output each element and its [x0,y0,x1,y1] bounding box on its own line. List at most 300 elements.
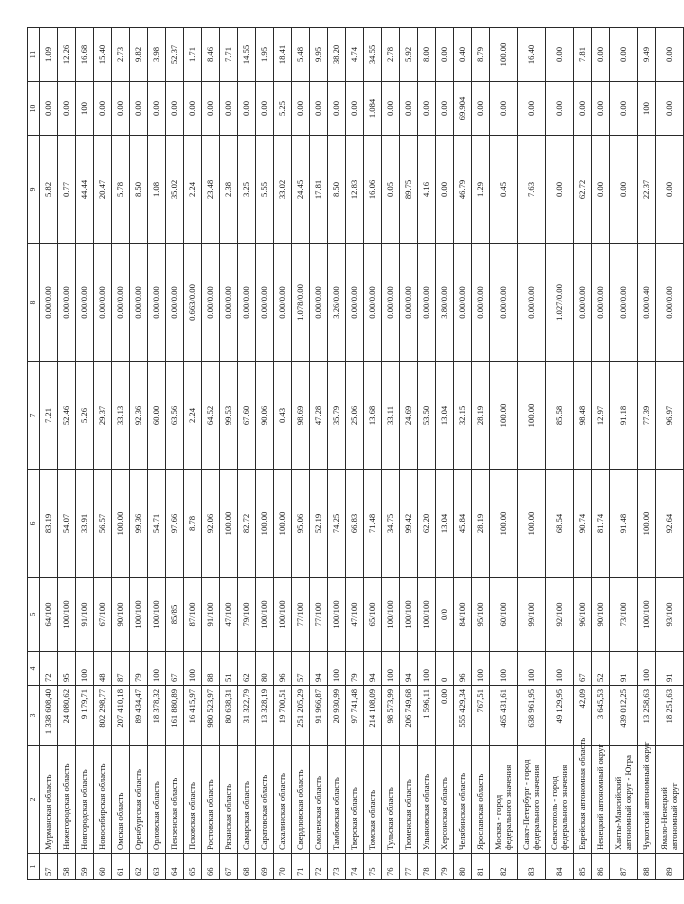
cell-col-7: 90.06 [256,362,274,470]
row-number: 80 [454,854,472,880]
cell-col-4: 100 [184,652,202,686]
cell-col-3: 251 205,29 [292,686,310,746]
table-row [148,28,166,880]
column-header: 11 [28,28,40,82]
cell-col-11: 3.98 [148,28,166,82]
region-name: Новгородская область [76,746,94,854]
cell-col-10: 0.00 [656,82,684,136]
cell-col-3: 214 108,09 [364,686,382,746]
cell-col-7: 28.19 [472,362,490,470]
cell-col-7: 85.58 [546,362,574,470]
cell-col-11: 34.55 [364,28,382,82]
cell-col-11: 5.92 [400,28,418,82]
row-number: 79 [436,854,454,880]
region-name: Омская область [112,746,130,854]
cell-col-6: 81.74 [592,470,610,578]
region-name: Смоленская область [310,746,328,854]
row-number: 59 [76,854,94,880]
cell-col-4: 100 [490,652,518,686]
cell-col-9: 22.37 [638,136,656,244]
cell-col-5: 91/100 [76,578,94,652]
cell-col-9: 2.24 [184,136,202,244]
cell-col-8: 0.00/0.00 [454,244,472,362]
cell-col-5: 96/100 [574,578,592,652]
cell-col-8: 0.00/0.40 [638,244,656,362]
cell-col-6: 83.19 [40,470,58,578]
region-name: Севастополь - город федерального значения [546,746,574,854]
data-table [27,27,684,880]
cell-col-10: 0.00 [202,82,220,136]
cell-col-8: 0.00/0.00 [382,244,400,362]
region-name: Орловская область [148,746,166,854]
table-row [220,28,238,880]
cell-col-6: 68.54 [546,470,574,578]
cell-col-8: 0.00/0.00 [346,244,364,362]
region-name: Ненецкий автономный округ [592,746,610,854]
cell-col-8: 3.80/0.00 [436,244,454,362]
region-name: Ульяновская область [418,746,436,854]
cell-col-5: 100/100 [400,578,418,652]
column-header: 9 [28,136,40,244]
rotated-table-frame [27,28,679,880]
cell-col-8: 0.00/0.00 [58,244,76,362]
cell-col-8: 0.00/0.00 [574,244,592,362]
region-name: Свердловская область [292,746,310,854]
cell-col-5: 100/100 [382,578,400,652]
cell-col-9: 5.55 [256,136,274,244]
row-number: 65 [184,854,202,880]
column-header: 5 [28,578,40,652]
cell-col-10: 0.00 [112,82,130,136]
cell-col-3: 206 749,68 [400,686,418,746]
table-row [436,28,454,880]
row-number: 81 [472,854,490,880]
cell-col-7: 98.69 [292,362,310,470]
cell-col-8: 0.663/0.00 [184,244,202,362]
cell-col-3: 18 378,32 [148,686,166,746]
cell-col-10: 0.00 [238,82,256,136]
table-row [76,28,94,880]
cell-col-11: 0.40 [454,28,472,82]
cell-col-10: 0.00 [490,82,518,136]
cell-col-5: 100/100 [130,578,148,652]
cell-col-11: 14.55 [238,28,256,82]
cell-col-9: 7.63 [518,136,546,244]
cell-col-10: 0.00 [58,82,76,136]
column-number-row [28,28,40,880]
cell-col-7: 91.18 [610,362,638,470]
column-header: 7 [28,362,40,470]
cell-col-10: 0.00 [592,82,610,136]
table-row [346,28,364,880]
cell-col-8: 0.00/0.00 [238,244,256,362]
cell-col-6: 66.83 [346,470,364,578]
cell-col-11: 0.00 [656,28,684,82]
cell-col-7: 2.24 [184,362,202,470]
cell-col-11: 9.82 [130,28,148,82]
cell-col-5: 100/100 [418,578,436,652]
row-number: 68 [238,854,256,880]
cell-col-4: 100 [76,652,94,686]
table-body [40,28,684,880]
region-name: Рязанская область [220,746,238,854]
row-number: 70 [274,854,292,880]
region-name: Самарская область [238,746,256,854]
row-number: 63 [148,854,166,880]
table-row [238,28,256,880]
row-number: 87 [610,854,638,880]
cell-col-5: 0/0 [436,578,454,652]
cell-col-5: 100/100 [58,578,76,652]
cell-col-4: 87 [112,652,130,686]
cell-col-9: 0.00 [656,136,684,244]
cell-col-8: 0.00/0.00 [130,244,148,362]
cell-col-11: 8.00 [418,28,436,82]
row-number: 85 [574,854,592,880]
cell-col-4: 80 [256,652,274,686]
table-row [472,28,490,880]
cell-col-8: 0.00/0.00 [220,244,238,362]
region-name: Мурманская область [40,746,58,854]
cell-col-8: 0.00/0.00 [400,244,418,362]
cell-col-11: 8.79 [472,28,490,82]
region-name: Санкт-Петербург - город федерального значения [518,746,546,854]
region-name: Челябинская область [454,746,472,854]
cell-col-7: 67.60 [238,362,256,470]
cell-col-5: 100/100 [256,578,274,652]
cell-col-4: 100 [472,652,490,686]
cell-col-6: 54.07 [58,470,76,578]
cell-col-4: 96 [454,652,472,686]
row-number: 57 [40,854,58,880]
cell-col-6: 92.06 [202,470,220,578]
cell-col-10: 0.00 [292,82,310,136]
cell-col-9: 16.06 [364,136,382,244]
cell-col-9: 3.25 [238,136,256,244]
cell-col-8: 0.00/0.00 [274,244,292,362]
column-header: 10 [28,82,40,136]
cell-col-11: 0.00 [610,28,638,82]
row-number: 88 [638,854,656,880]
cell-col-5: 84/100 [454,578,472,652]
table-row [184,28,202,880]
cell-col-5: 60/100 [490,578,518,652]
cell-col-5: 90/100 [592,578,610,652]
cell-col-7: 12.97 [592,362,610,470]
cell-col-10: 0.00 [546,82,574,136]
cell-col-10: 0.00 [418,82,436,136]
cell-col-6: 34.75 [382,470,400,578]
cell-col-10: 100 [76,82,94,136]
cell-col-7: 13.04 [436,362,454,470]
cell-col-3: 98 573,99 [382,686,400,746]
region-name: Ханты-Мансийский автономный округ - Югра [610,746,638,854]
table-row [166,28,184,880]
cell-col-11: 52.37 [166,28,184,82]
cell-col-10: 0.00 [166,82,184,136]
table-row [400,28,418,880]
cell-col-9: 46.79 [454,136,472,244]
cell-col-5: 77/100 [292,578,310,652]
column-header: 3 [28,686,40,746]
table-row [518,28,546,880]
region-name: Ростовская область [202,746,220,854]
cell-col-4: 100 [518,652,546,686]
cell-col-9: 8.50 [328,136,346,244]
region-name: Псковская область [184,746,202,854]
column-header: 8 [28,244,40,362]
cell-col-5: 87/100 [184,578,202,652]
cell-col-7: 60.00 [148,362,166,470]
cell-col-5: 99/100 [518,578,546,652]
cell-col-5: 93/100 [656,578,684,652]
cell-col-6: 100.00 [112,470,130,578]
cell-col-7: 32.15 [454,362,472,470]
cell-col-3: 980 523,97 [202,686,220,746]
cell-col-7: 63.56 [166,362,184,470]
cell-col-5: 67/100 [94,578,112,652]
row-number: 60 [94,854,112,880]
cell-col-10: 0.00 [148,82,166,136]
column-header: 6 [28,470,40,578]
cell-col-3: 802 298,77 [94,686,112,746]
row-number: 71 [292,854,310,880]
cell-col-3: 91 966,87 [310,686,328,746]
row-number: 76 [382,854,400,880]
row-number: 69 [256,854,274,880]
cell-col-9: 2.38 [220,136,238,244]
cell-col-3: 49 129,95 [546,686,574,746]
cell-col-9: 23.48 [202,136,220,244]
cell-col-7: 96.97 [656,362,684,470]
cell-col-8: 0.00/0.00 [364,244,382,362]
table-row [656,28,684,880]
cell-col-6: 99.42 [400,470,418,578]
cell-col-4: 79 [130,652,148,686]
region-name: Сахалинская область [274,746,292,854]
region-name: Тюменская область [400,746,418,854]
cell-col-6: 99.36 [130,470,148,578]
cell-col-11: 100.00 [490,28,518,82]
cell-col-5: 95/100 [472,578,490,652]
cell-col-6: 56.57 [94,470,112,578]
cell-col-3: 555 429,34 [454,686,472,746]
cell-col-9: 0.45 [490,136,518,244]
cell-col-4: 88 [202,652,220,686]
row-number: 83 [518,854,546,880]
row-number: 66 [202,854,220,880]
cell-col-3: 0.00 [436,686,454,746]
table-row [418,28,436,880]
cell-col-9: 0.00 [592,136,610,244]
cell-col-11: 4.74 [346,28,364,82]
cell-col-4: 100 [418,652,436,686]
cell-col-3: 80 638,31 [220,686,238,746]
cell-col-3: 16 415,97 [184,686,202,746]
cell-col-3: 1 338 608,40 [40,686,58,746]
cell-col-9: 8.50 [130,136,148,244]
cell-col-4: 100 [328,652,346,686]
cell-col-8: 1.027/0.00 [546,244,574,362]
cell-col-7: 99.53 [220,362,238,470]
cell-col-11: 16.68 [76,28,94,82]
cell-col-10: 0.00 [40,82,58,136]
table-row [202,28,220,880]
cell-col-3: 97 741,48 [346,686,364,746]
cell-col-10: 0.00 [328,82,346,136]
cell-col-10: 100 [638,82,656,136]
cell-col-6: 100.00 [638,470,656,578]
row-number: 75 [364,854,382,880]
region-name: Новосибирская область [94,746,112,854]
cell-col-3: 767,51 [472,686,490,746]
cell-col-8: 0.00/0.00 [40,244,58,362]
cell-col-4: 94 [310,652,328,686]
cell-col-4: 96 [274,652,292,686]
region-name: Тульская область [382,746,400,854]
cell-col-11: 7.71 [220,28,238,82]
row-number: 78 [418,854,436,880]
cell-col-10: 0.00 [382,82,400,136]
column-header: 1 [28,854,40,880]
cell-col-9: 5.78 [112,136,130,244]
cell-col-6: 28.19 [472,470,490,578]
cell-col-10: 0.00 [310,82,328,136]
cell-col-9: 44.44 [76,136,94,244]
cell-col-6: 100.00 [274,470,292,578]
cell-col-9: 33.02 [274,136,292,244]
cell-col-9: 1.08 [148,136,166,244]
cell-col-3: 465 431,61 [490,686,518,746]
cell-col-6: 100.00 [256,470,274,578]
cell-col-7: 100.00 [490,362,518,470]
cell-col-5: 100/100 [328,578,346,652]
region-name: Херсонская область [436,746,454,854]
cell-col-3: 19 700,51 [274,686,292,746]
cell-col-5: 100/100 [148,578,166,652]
column-header: 4 [28,652,40,686]
cell-col-6: 82.72 [238,470,256,578]
cell-col-8: 0.00/0.00 [202,244,220,362]
cell-col-7: 52.46 [58,362,76,470]
cell-col-9: 0.00 [436,136,454,244]
table-row [94,28,112,880]
cell-col-6: 33.91 [76,470,94,578]
row-number: 89 [656,854,684,880]
region-name: Ямало-Ненецкий автономный округ [656,746,684,854]
cell-col-10: 0.00 [518,82,546,136]
row-number: 72 [310,854,328,880]
cell-col-7: 100.00 [518,362,546,470]
cell-col-9: 5.82 [40,136,58,244]
cell-col-10: 0.00 [184,82,202,136]
cell-col-11: 0.00 [436,28,454,82]
cell-col-4: 94 [400,652,418,686]
row-number: 61 [112,854,130,880]
table-row [610,28,638,880]
cell-col-11: 38.20 [328,28,346,82]
row-number: 58 [58,854,76,880]
cell-col-6: 62.20 [418,470,436,578]
cell-col-7: 5.26 [76,362,94,470]
cell-col-4: 100 [638,652,656,686]
cell-col-7: 53.50 [418,362,436,470]
cell-col-6: 91.48 [610,470,638,578]
row-number: 77 [400,854,418,880]
cell-col-6: 13.04 [436,470,454,578]
cell-col-8: 0.00/0.00 [592,244,610,362]
cell-col-3: 24 080,62 [58,686,76,746]
cell-col-4: 100 [148,652,166,686]
region-name: Москва - город федерального значения [490,746,518,854]
cell-col-8: 0.00/0.00 [610,244,638,362]
cell-col-8: 0.00/0.00 [656,244,684,362]
row-number: 67 [220,854,238,880]
cell-col-6: 100.00 [518,470,546,578]
cell-col-8: 0.00/0.00 [472,244,490,362]
table-row [364,28,382,880]
cell-col-6: 97.66 [166,470,184,578]
cell-col-7: 0.43 [274,362,292,470]
cell-col-7: 98.48 [574,362,592,470]
table-row [256,28,274,880]
cell-col-11: 7.81 [574,28,592,82]
cell-col-3: 31 322,79 [238,686,256,746]
cell-col-7: 24.69 [400,362,418,470]
cell-col-4: 91 [610,652,638,686]
cell-col-6: 95.06 [292,470,310,578]
cell-col-4: 72 [40,652,58,686]
cell-col-5: 91/100 [202,578,220,652]
cell-col-9: 62.72 [574,136,592,244]
cell-col-10: 0.00 [256,82,274,136]
cell-col-3: 13 258,63 [638,686,656,746]
cell-col-3: 439 012,25 [610,686,638,746]
cell-col-8: 3.26/0.00 [328,244,346,362]
table-row [112,28,130,880]
cell-col-10: 0.00 [472,82,490,136]
cell-col-11: 9.49 [638,28,656,82]
cell-col-6: 71.48 [364,470,382,578]
cell-col-10: 0.00 [574,82,592,136]
cell-col-6: 45.84 [454,470,472,578]
cell-col-6: 100.00 [220,470,238,578]
cell-col-3: 638 961,95 [518,686,546,746]
cell-col-9: 24.45 [292,136,310,244]
region-name: Пензенская область [166,746,184,854]
cell-col-6: 54.71 [148,470,166,578]
cell-col-7: 33.11 [382,362,400,470]
table-row [58,28,76,880]
cell-col-5: 47/100 [346,578,364,652]
cell-col-9: 0.77 [58,136,76,244]
cell-col-6: 90.74 [574,470,592,578]
cell-col-11: 0.00 [592,28,610,82]
cell-col-7: 77.39 [638,362,656,470]
cell-col-3: 161 880,89 [166,686,184,746]
cell-col-4: 0 [436,652,454,686]
cell-col-11: 9.95 [310,28,328,82]
cell-col-10: 0.00 [436,82,454,136]
cell-col-4: 79 [346,652,364,686]
cell-col-7: 33.13 [112,362,130,470]
cell-col-6: 52.19 [310,470,328,578]
cell-col-11: 0.00 [546,28,574,82]
cell-col-5: 90/100 [112,578,130,652]
cell-col-5: 64/100 [40,578,58,652]
cell-col-4: 67 [166,652,184,686]
table-row [130,28,148,880]
